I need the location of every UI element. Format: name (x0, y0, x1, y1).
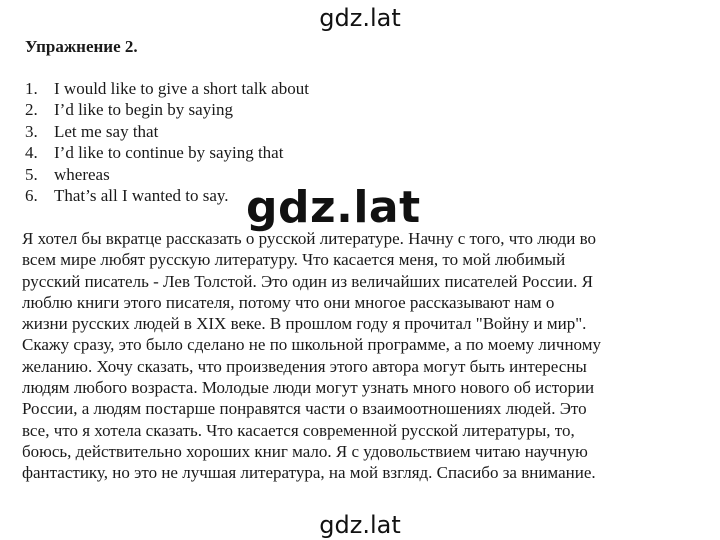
essay-line: боюсь, действительно хороших книг мало. Я с удовольствием читаю научную (22, 441, 588, 461)
essay-line: все, что я хотела сказать. Что касается современной русской литературы, то, (22, 420, 575, 440)
essay-line: люблю книги этого писателя, потому что они многое рассказывают нам о (22, 292, 555, 312)
answer-number: 6. (25, 186, 38, 206)
answer-item-2 (25, 99, 309, 120)
essay-line: русский писатель - Лев Толстой. Это один из величайших писателей России. Я (22, 271, 593, 291)
essay-paragraph (22, 228, 702, 484)
essay-line: России, а людям постарше понравятся части о взаимоотношениях людей. Это (22, 399, 587, 419)
watermark-bottom: gdz.lat (319, 511, 401, 539)
answer-text: I would like to give a short talk about (54, 79, 309, 98)
essay-line: всем мире любят русскую литературу. Что касается меня, то мой любимый (22, 250, 566, 270)
essay-line: Я хотел бы вкратце рассказать о русской литературе. Начну с того, что люди во (22, 229, 596, 248)
answer-text: I’d like to begin by saying (54, 100, 233, 120)
essay-line: Скажу сразу, это было сделано не по школьной программе, а по моему личному (22, 335, 601, 355)
answer-text: Let me say that (54, 121, 159, 141)
essay-line: фантастику, но это не лучшая литература, на мой взгляд. Спасибо за внимание. (22, 463, 596, 483)
watermark-top: gdz.lat (319, 4, 401, 32)
answer-number: 4. (25, 143, 38, 163)
answer-item-3 (25, 121, 309, 142)
answer-text: whereas (54, 164, 110, 184)
answer-number: 5. (25, 164, 38, 184)
answer-number: 2. (25, 100, 38, 120)
answer-text: I’d like to continue by saying that (54, 143, 284, 163)
exercise-heading: Упражнение 2. (25, 37, 138, 56)
answer-text: That’s all I wanted to say. (54, 186, 229, 206)
answer-item-4 (25, 142, 309, 163)
answer-number: 1. (25, 79, 38, 98)
essay-line: жизни русских людей в XIX веке. В прошлом году я прочитал "Войну и мир". (22, 314, 587, 334)
essay-line: желанию. Хочу сказать, что произведения этого автора могут быть интересны (22, 356, 587, 376)
answer-number: 3. (25, 121, 38, 141)
answer-item-1 (25, 78, 309, 99)
watermark-middle: gdz.lat (246, 182, 421, 233)
essay-line: людям любого возраста. Молодые люди могут узнать много нового об истории (22, 378, 595, 398)
